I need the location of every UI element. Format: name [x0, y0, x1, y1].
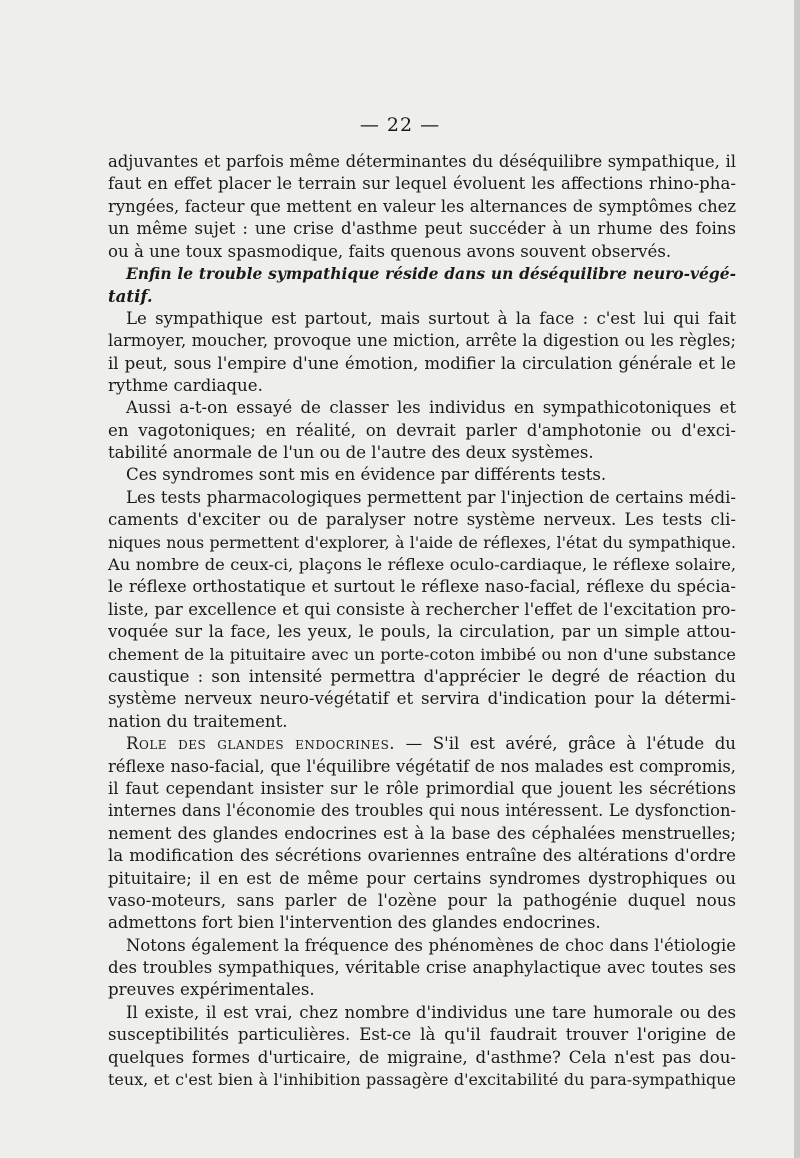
text-line: des troubles sympathiques, véritable crise anaphylactique avec toutes ses [108, 958, 736, 978]
text-line: il faut cependant insister sur le rôle primordial que jouent les sécrétions [108, 778, 736, 798]
text-line: Notons également la fréquence des phénomènes de choc dans l'étiologie [126, 935, 736, 955]
text-line: Le sympathique est partout, mais surtout à la face : c'est lui qui fait [126, 308, 736, 328]
text-line: rythme cardiaque. [108, 375, 263, 395]
text-line: Au nombre de ceux-ci, plaçons le réflexe oculo-cardiaque, le réflexe solaire, [108, 555, 736, 575]
text-line: nation du traitement. [108, 711, 288, 731]
text-line: caments d'exciter ou de paralyser notre système nerveux. Les tests cli- [108, 510, 736, 530]
text-line: pituitaire; il en est de même pour certains syndromes dystrophiques ou [108, 868, 736, 888]
text-line: un même sujet : une crise d'asthme peut succéder à un rhume des foins [108, 219, 736, 239]
text-line: internes dans l'économie des troubles qui nous intéressent. Le dysfonction- [108, 801, 736, 821]
text-line: Ces syndromes sont mis en évidence par différents tests. [126, 465, 607, 485]
text-line: susceptibilités particulières. Est-ce là qu'il faudrait trouver l'origine de [108, 1025, 736, 1045]
text-line: ryngées, facteur que mettent en valeur les alternances de symptômes chez [108, 196, 736, 216]
text-line: larmoyer, moucher, provoque une miction, arrête la digestion ou les règles; [108, 331, 736, 351]
text-line: quelques formes d'urticaire, de migraine, d'asthme? Cela n'est pas dou- [108, 1047, 736, 1067]
text-line-italic: tatif. [108, 286, 153, 307]
text-line: caustique : son intensité permettra d'apprécier le degré de réaction du [108, 666, 736, 686]
text-line-italic: Enfin le trouble sympathique réside dans un déséquilibre neuro-végé- [126, 263, 736, 283]
text-line: faut en effet placer le terrain sur lequel évoluent les affections rhino-pha- [108, 174, 736, 194]
text-line: tabilité anormale de l'un ou de l'autre des deux systèmes. [108, 443, 594, 463]
text-line: système nerveux neuro-végétatif et servira d'indication pour la détermi- [108, 689, 736, 709]
text-line: niques nous permettent d'explorer, à l'aide de réflexes, l'état du sympathique. [108, 532, 736, 552]
text-line: Les tests pharmacologiques permettent par l'injection de certains médi- [126, 487, 736, 507]
text-line: liste, par excellence et qui consiste à rechercher l'effet de l'excitation pro- [108, 599, 736, 619]
text-line: réflexe naso-facial, que l'équilibre végétatif de nos malades est compromis, [108, 756, 736, 776]
section-heading-continuation: — S'il est avéré, grâce à l'étude du [405, 734, 736, 754]
page-number: — 22 — [359, 114, 441, 136]
text-line: la modification des sécrétions ovariennes entraîne des altérations d'ordre [108, 846, 736, 866]
text-line: voquée sur la face, les yeux, le pouls, la circulation, par un simple attou- [108, 622, 736, 642]
text-line: vaso-moteurs, sans parler de l'ozène pour la pathogénie duquel nous [108, 890, 736, 910]
text-line: en vagotoniques; en réalité, on devrait parler d'amphotonie ou d'exci- [108, 420, 736, 440]
text-line: Il existe, il est vrai, chez nombre d'individus une tare humorale ou des [126, 1002, 736, 1022]
text-line: teux, et c'est bien à l'inhibition passagère d'excitabilité du para-sympathique [108, 1070, 736, 1090]
text-line: adjuvantes et parfois même déterminantes du déséquilibre sympathique, il [108, 152, 736, 171]
text-line: ou à une toux spasmodique, faits quenous avons souvent observés. [108, 241, 672, 261]
text-line: nement des glandes endocrines est à la base des céphalées menstruelles; [108, 823, 736, 843]
section-heading-line [108, 733, 736, 755]
text-line: Aussi a-t-on essayé de classer les individus en sympathicotoniques et [126, 398, 736, 418]
text-line: chement de la pituitaire avec un porte-coton imbibé ou non d'une substance [108, 644, 736, 664]
text-line: il peut, sous l'empire d'une émotion, modifier la circulation générale et le [108, 353, 736, 373]
text-line: admettons fort bien l'intervention des glandes endocrines. [108, 913, 601, 933]
text-line: le réflexe orthostatique et surtout le réflexe naso-facial, réflexe du spécia- [108, 577, 736, 597]
section-heading: Role des glandes endocrines. [126, 734, 396, 754]
body-text [108, 151, 736, 1091]
page-edge-shadow [794, 0, 800, 1158]
text-line: preuves expérimentales. [108, 980, 315, 1000]
